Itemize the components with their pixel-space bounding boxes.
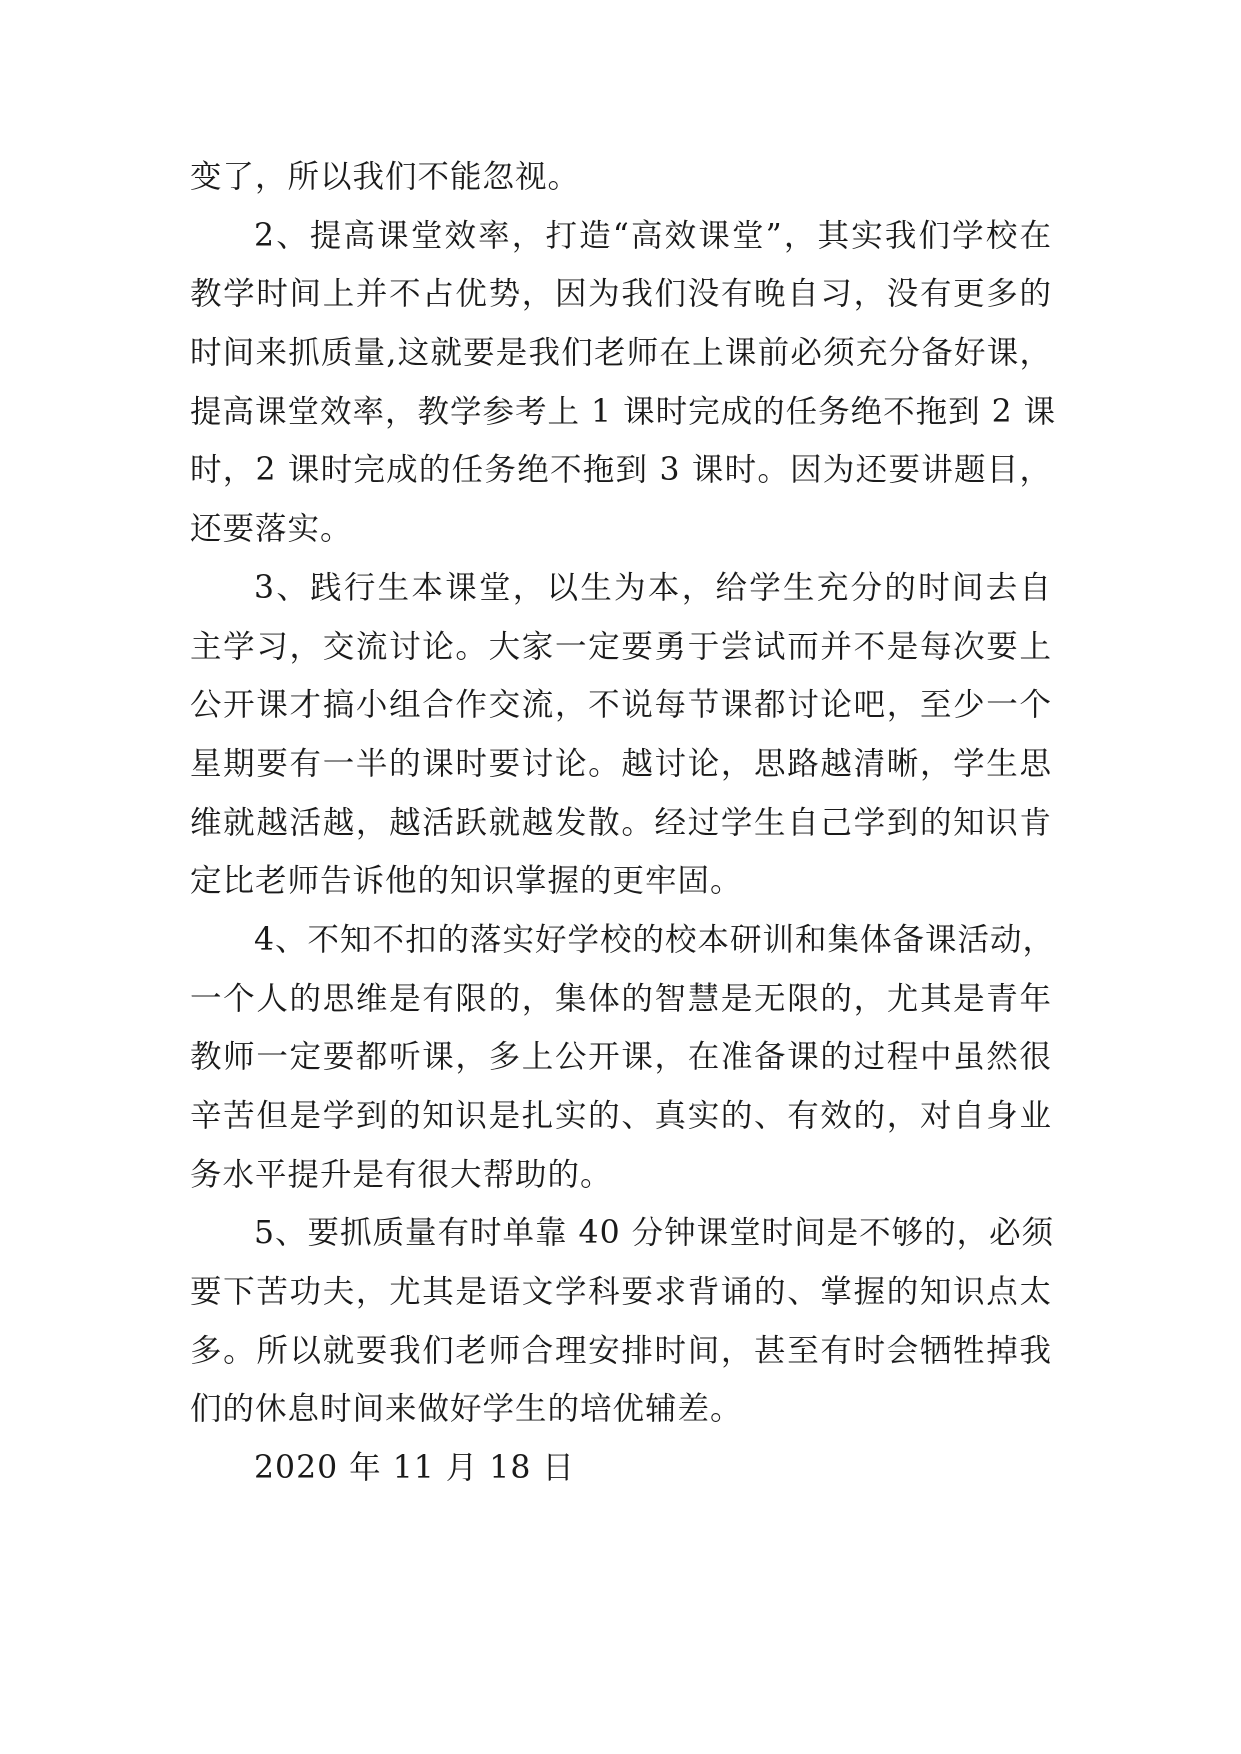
text-line: 还要落实。 [190, 511, 353, 548]
text-line: 主学习，交流讨论。大家一定要勇于尝试而并不是每次要上 [190, 628, 1052, 665]
text-line: 维就越活越，越活跃就越发散。经过学生自己学到的知识肯 [190, 804, 1052, 841]
text-line: 变了，所以我们不能忽视。 [190, 159, 581, 195]
paragraph-4-start: 4、不知不扣的落实好学校的校本研训和集体备课活动， [254, 921, 1056, 958]
text-line: 星期要有一半的课时要讨论。越讨论，思路越清晰，学生思 [190, 745, 1052, 782]
text-line: 多。所以就要我们老师合理安排时间，甚至有时会牺牲掉我 [190, 1332, 1052, 1369]
paragraph-3-start: 3、践行生本课堂，以生为本，给学生充分的时间去自 [254, 569, 1052, 606]
text-line: 提高课堂效率，教学参考上 1 课时完成的任务绝不拖到 2 课 [190, 393, 1057, 430]
text-line: 要下苦功夫，尤其是语文学科要求背诵的、掌握的知识点太 [190, 1274, 1052, 1311]
text-line: 辛苦但是学到的知识是扎实的、真实的、有效的，对自身业 [190, 1098, 1052, 1134]
text-line: 时间来抓质量,这就要是我们老师在上课前必须充分备好课， [190, 335, 1052, 372]
text-line: 一个人的思维是有限的，集体的智慧是无限的，尤其是青年 [190, 980, 1052, 1017]
text-line: 教师一定要都听课，多上公开课，在准备课的过程中虽然很 [190, 1039, 1052, 1076]
document-date: 2020 年 11 月 18 日 [254, 1450, 575, 1487]
text-line: 时，2 课时完成的任务绝不拖到 3 课时。因为还要讲题目， [190, 452, 1052, 489]
document-body [190, 148, 1057, 1498]
paragraph-2-start: 2、提高课堂效率，打造“高效课堂”，其实我们学校在 [254, 217, 1052, 254]
text-line: 务水平提升是有很大帮助的。 [190, 1156, 613, 1193]
text-line: 定比老师告诉他的知识掌握的更牢固。 [190, 863, 743, 900]
paragraph-5-start: 5、要抓质量有时单靠 40 分钟课堂时间是不够的，必须 [254, 1215, 1055, 1252]
text-line: 公开课才搞小组合作交流，不说每节课都讨论吧，至少一个 [190, 687, 1052, 724]
text-line: 教学时间上并不占优势，因为我们没有晚自习，没有更多的 [190, 276, 1052, 313]
text-line: 们的休息时间来做好学生的培优辅差。 [190, 1391, 743, 1428]
